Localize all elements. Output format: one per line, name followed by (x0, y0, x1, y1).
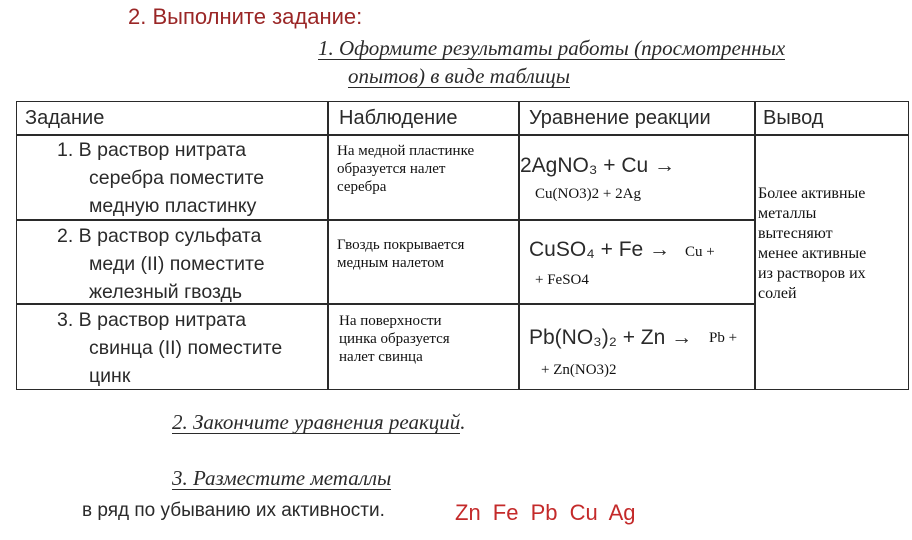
table-row-3-observation: На поверхности цинка образуется налет свинца (339, 313, 450, 365)
table-row-2-observation: Гвоздь покрывается медным налетом (337, 237, 465, 271)
header-conclusion: Вывод (763, 107, 824, 129)
task2: 2. Закончите уравнения реакций. (172, 410, 466, 434)
task1-line1: 1. Оформите результаты работы (просмотренных (318, 36, 786, 60)
table-row-1-observation: На медной пластинке образуется налет серебра (337, 143, 475, 195)
section-title: 2. Выполните задание: (128, 4, 363, 29)
table-row-2-equation-answer-2: + FeSO4 (535, 272, 589, 288)
table-row-1-equation-answer: Cu(NO3)2 + 2Ag (535, 186, 641, 202)
table-row-3-equation-answer-2: + Zn(NO3)2 (541, 362, 617, 378)
table-col-divider (518, 102, 520, 389)
table-col-divider (754, 102, 756, 389)
table-row-2-equation-answer-1: Cu + (685, 244, 715, 260)
table-conclusion: Более активные металлы вытесняют менее активные из растворов их солей (758, 185, 867, 302)
metals-series: Zn Fe Pb Cu Ag (455, 500, 636, 525)
header-equation: Уравнение реакции (529, 107, 711, 129)
table-row-3-task: 3. В раствор нитрата свинца (II) поместите цинк (57, 309, 283, 387)
table-row-1-task: 1. В раствор нитрата серебра поместите медную пластинку (57, 139, 265, 217)
series-text: в ряд по убыванию их активности. (82, 500, 385, 521)
header-observation: Наблюдение (339, 107, 458, 129)
table-row-2-task: 2. В раствор сульфата меди (II) поместите железный гвоздь (57, 225, 265, 303)
table-row-3-equation-answer-1: Pb + (709, 330, 738, 346)
results-table (16, 101, 909, 390)
table-row-2-equation: CuSO₄ + Fe → (529, 238, 671, 261)
task1-line2: опытов) в виде таблицы (348, 64, 571, 88)
table-row-1-equation: 2AgNO₃ + Cu → (520, 154, 676, 177)
task3: 3. Разместите металлы (172, 466, 392, 490)
header-task: Задание (25, 107, 105, 129)
table-col-divider (327, 102, 329, 389)
table-row-3-equation: Pb(NO₃)₂ + Zn → (529, 326, 693, 349)
